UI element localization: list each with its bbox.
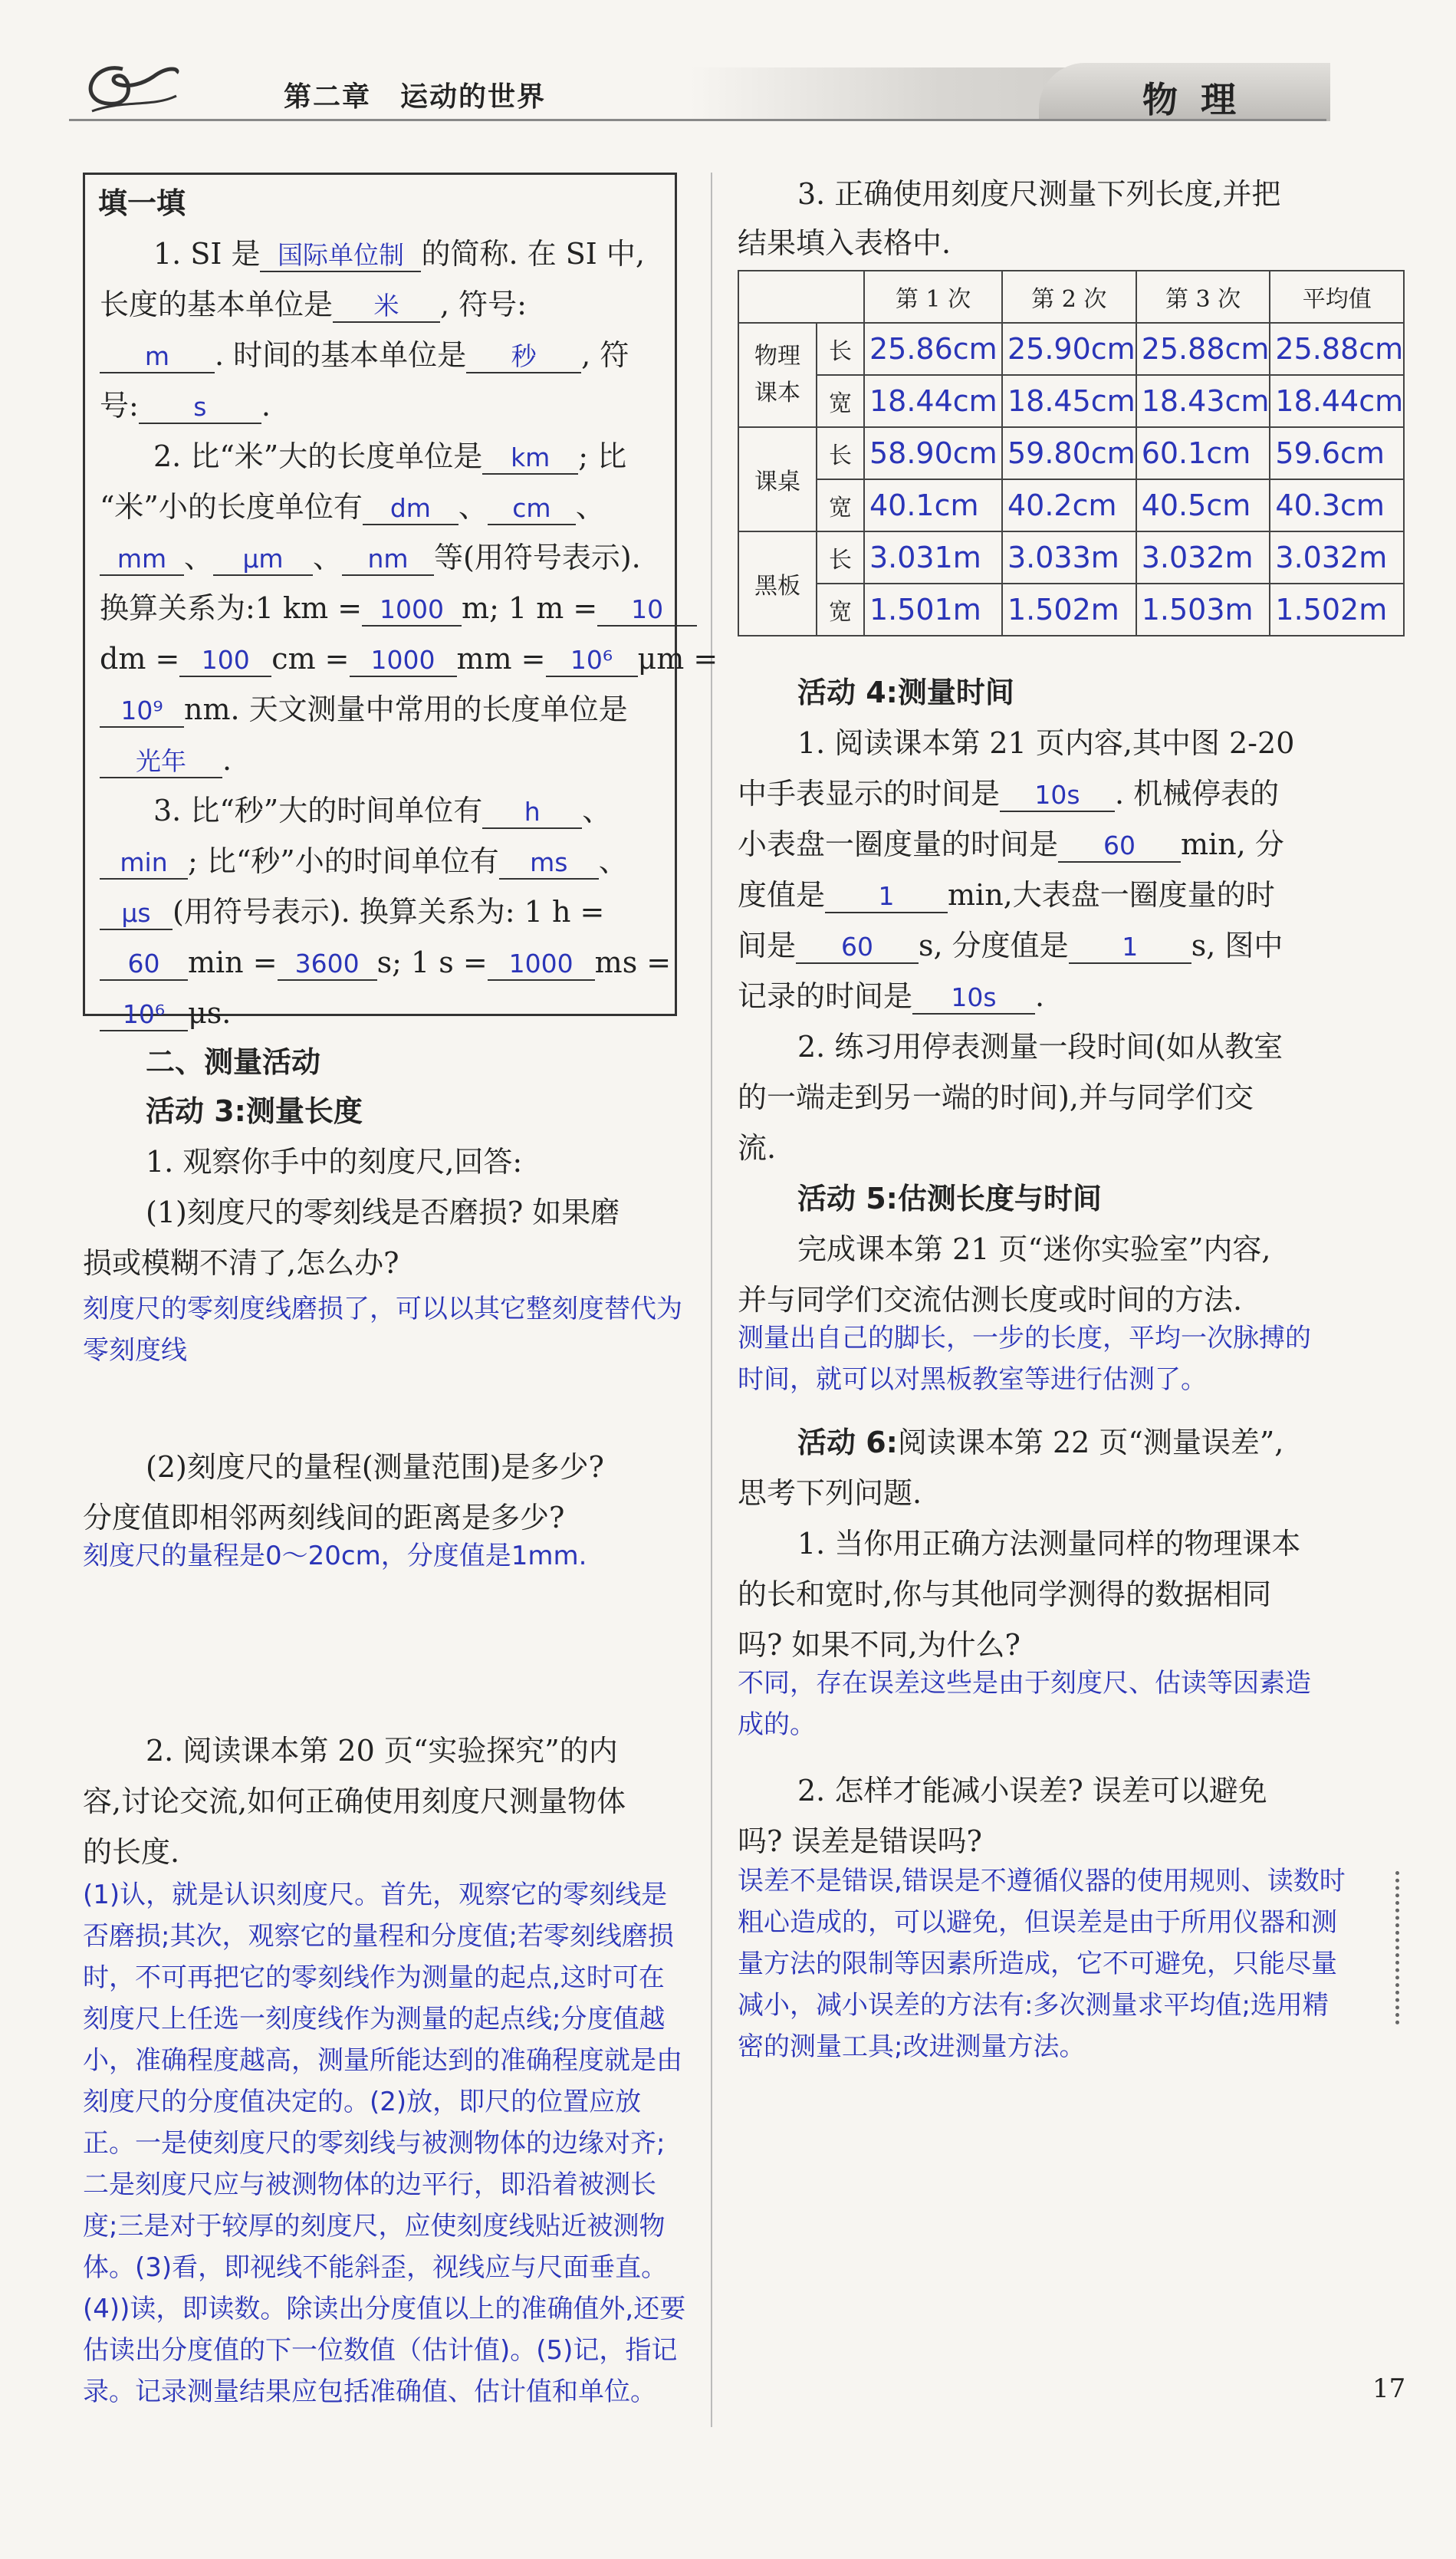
table-row <box>738 479 1404 531</box>
a5-line1: 完成课本第 21 页“迷你实验室”内容, <box>797 1232 1271 1266</box>
dim-label: 宽 <box>817 584 864 636</box>
right-q3-line1: 3. 正确使用刻度尺测量下列长度,并把 <box>797 177 1281 211</box>
a5-line2: 并与同学们交流估测长度或时间的方法. <box>738 1283 1243 1317</box>
q3-line2: min ; 比“秒”小的时间单位有 ms 、 <box>100 836 628 886</box>
a4-line3: 小表盘一圈度量的时间是 60 min, 分 <box>738 827 1284 861</box>
left-q1: 1. 观察你手中的刻度尺,回答: <box>146 1145 523 1179</box>
left-q2-line3: 的长度. <box>83 1835 180 1869</box>
q2-line4: 换算关系为:1 km = 1000 m; 1 m = 10 <box>100 583 697 633</box>
q2-line7: 光年 . <box>100 735 232 785</box>
table-row <box>738 375 1404 427</box>
dim-label: 宽 <box>817 375 864 427</box>
q3-line1: 3. 比“秒”大的时间单位有 h 、 <box>153 794 612 827</box>
q2-line2: “米”小的长度单位有 dm 、 cm 、 <box>100 490 605 524</box>
a6-line5: 2. 怎样才能减小误差? 误差可以避免 <box>797 1774 1267 1807</box>
column-divider <box>711 173 712 2427</box>
table-cell: 25.88cm <box>1136 323 1270 375</box>
table-row <box>738 584 1404 636</box>
table-header: 平均值 <box>1270 271 1404 323</box>
a6-line6: 吗? 误差是错误吗? <box>738 1824 982 1858</box>
a4-line5: 间是 60 s, 分度值是 1 s, 图中 <box>738 929 1283 962</box>
table-cell: 25.88cm <box>1270 323 1404 375</box>
swirl-logo-icon <box>77 54 184 123</box>
row-group-label: 课桌 <box>738 427 817 531</box>
a4-line7: 2. 练习用停表测量一段时间(如从教室 <box>797 1030 1283 1064</box>
activity6-line: 活动 6:阅读课本第 22 页“测量误差”, <box>797 1426 1284 1459</box>
table-cell: 1.503m <box>1136 584 1270 636</box>
table-header: 第 2 次 <box>1002 271 1136 323</box>
answer-estimation: 测量出自己的脚长，一步的长度，平均一次脉搏的时间，就可以对黑板教室等进行估测了。 <box>738 1323 1311 1395</box>
page-number: 17 <box>1372 2373 1406 2404</box>
q3-line5: 10⁶ μs. <box>100 988 231 1038</box>
table-row <box>738 323 1404 375</box>
a6-line2: 1. 当你用正确方法测量同样的物理课本 <box>797 1527 1301 1561</box>
table-cell: 18.43cm <box>1136 375 1270 427</box>
q1-line4: 号: s . <box>100 389 271 423</box>
table-cell: 25.90cm <box>1002 323 1136 375</box>
box-title: 填一填 <box>98 186 186 220</box>
a4-line1: 1. 阅读课本第 21 页内容,其中图 2-20 <box>797 726 1295 760</box>
table-cell: 3.032m <box>1270 531 1404 584</box>
dim-label: 宽 <box>817 479 864 531</box>
a4-line8: 的一端走到另一端的时间),并与同学们交 <box>738 1081 1254 1114</box>
q2-line5: dm = 100 cm = 1000 mm = 10⁶ μm = <box>100 642 718 676</box>
right-q3-line2: 结果填入表格中. <box>738 226 951 260</box>
q1-line2: 长度的基本单位是 米 , 符号: <box>100 288 527 321</box>
table-cell: 25.86cm <box>864 323 1002 375</box>
table-header-row <box>738 271 1404 323</box>
table-cell: 3.032m <box>1136 531 1270 584</box>
answer-zero-line: 刻度尺的零刻度线磨损了，可以以其它整刻度替代为零刻度线 <box>83 1294 682 1366</box>
left-q1b-line2: 分度值即相邻两刻线间的距离是多少? <box>83 1501 565 1534</box>
table-cell: 3.033m <box>1002 531 1136 584</box>
table-cell: 60.1cm <box>1136 427 1270 479</box>
a4-line2: 中手表显示的时间是 10s . 机械停表的 <box>738 777 1280 811</box>
answer-error: 误差不是错误,错误是不遵循仪器的使用规则、读数时粗心造成的，可以避免，但误差是由于所用仪器和测量方法的限制等因素所造成，它不可避免，只能尽量减小，减小误差的方法有:多次测量求平均值;选用精密的测量工具;改进测量方法。 <box>738 1866 1346 2062</box>
answer-ruler-steps: (1)认，就是认识刻度尺。首先，观察它的零刻线是否磨损;其次，观察它的量程和分度值;若零刻线磨损时，不可再把它的零刻线作为测量的起点,这时可在刻度尺上任选一刻度线作为测量的起点线;分度值越小，准确程度越高，测量所能达到的准确程度就是由刻度尺的分度值决定的。(2)放，即尺的位置应放正。一是使刻度尺的零刻线与被测物体的边缘对齐;二是刻度尺应与被测物体的边平行，即沿着被测长度;三是对于较厚的刻度尺，应使刻度线贴近被测物体。(3)看，即视线不能斜歪，视线应与尺面垂直。(4))读，即读数。除读出分度值以上的准确值外,还要估读出分度值的下一位数值（估计值)。(5)记，指记录。记录测量结果应包括准确值、估计值和单位。 <box>83 1880 686 2407</box>
left-q2-line1: 2. 阅读课本第 20 页“实验探究”的内 <box>146 1734 618 1768</box>
left-q1a-line2: 损或模糊不清了,怎么办? <box>83 1246 399 1280</box>
table-cell: 1.502m <box>1270 584 1404 636</box>
q1-line3: m . 时间的基本单位是 秒 , 符 <box>100 330 629 380</box>
q2-line3: mm 、 μm 、 nm 等(用符号表示). <box>100 532 641 583</box>
chapter-title: 第二章 运动的世界 <box>284 81 547 113</box>
q3-line4: 60 min = 3600 s; 1 s = 1000 ms = <box>100 937 671 988</box>
table-cell: 18.44cm <box>1270 375 1404 427</box>
a6-line3: 的长和宽时,你与其他同学测得的数据相同 <box>738 1577 1272 1611</box>
table-cell: 59.6cm <box>1270 427 1404 479</box>
header-rule <box>69 119 1326 121</box>
table-cell: 1.501m <box>864 584 1002 636</box>
table-cell: 18.45cm <box>1002 375 1136 427</box>
q2-line6: 10⁹ nm. 天文测量中常用的长度单位是 <box>100 684 628 735</box>
table-cell: 40.3cm <box>1270 479 1404 531</box>
q3-line3: μs (用符号表示). 换算关系为: 1 h = <box>100 886 604 937</box>
left-q1b-line1: (2)刻度尺的量程(测量范围)是多少? <box>146 1450 604 1484</box>
q2-line1: 2. 比“米”大的长度单位是 km ; 比 <box>153 439 627 473</box>
table-cell: 59.80cm <box>1002 427 1136 479</box>
dim-label: 长 <box>817 323 864 375</box>
subject-title: 物理 <box>1142 79 1259 120</box>
table-cell: 1.502m <box>1002 584 1136 636</box>
a4-line9: 流. <box>738 1131 777 1165</box>
left-q1a-line1: (1)刻度尺的零刻线是否磨损? 如果磨 <box>146 1196 620 1229</box>
table-cell: 18.44cm <box>864 375 1002 427</box>
table-cell: 3.031m <box>864 531 1002 584</box>
a6-line4: 吗? 如果不同,为什么? <box>738 1628 1021 1662</box>
q1-line1: 1. SI 是 国际单位制 的简称. 在 SI 中, <box>153 237 645 271</box>
table-row <box>738 531 1404 584</box>
answer-range: 刻度尺的量程是0～20cm，分度值是1mm. <box>83 1541 587 1571</box>
measurement-table <box>738 270 1405 636</box>
section-title: 二、测量活动 <box>146 1045 321 1079</box>
activity4-title: 活动 4:测量时间 <box>797 676 1014 709</box>
table-row <box>738 427 1404 479</box>
activity5-title: 活动 5:估测长度与时间 <box>797 1182 1102 1215</box>
margin-dots <box>1395 1871 1404 2025</box>
dim-label: 长 <box>817 427 864 479</box>
a4-line6: 记录的时间是 10s . <box>738 979 1045 1013</box>
table-cell: 40.5cm <box>1136 479 1270 531</box>
table-header: 第 3 次 <box>1136 271 1270 323</box>
table-cell: 58.90cm <box>864 427 1002 479</box>
row-group-label: 物理 课本 <box>738 323 817 427</box>
a4-line4: 度值是 1 min,大表盘一圈度量的时 <box>738 878 1275 912</box>
answer-differences: 不同，存在误差这些是由于刻度尺、估读等因素造成的。 <box>738 1668 1311 1740</box>
table-cell: 40.2cm <box>1002 479 1136 531</box>
activity3-title: 活动 3:测量长度 <box>146 1094 363 1128</box>
table-cell: 40.1cm <box>864 479 1002 531</box>
row-group-label: 黑板 <box>738 531 817 636</box>
dim-label: 长 <box>817 531 864 584</box>
left-q2-line2: 容,讨论交流,如何正确使用刻度尺测量物体 <box>83 1784 626 1818</box>
table-header: 第 1 次 <box>864 271 1002 323</box>
a6-line1: 思考下列问题. <box>738 1476 922 1510</box>
